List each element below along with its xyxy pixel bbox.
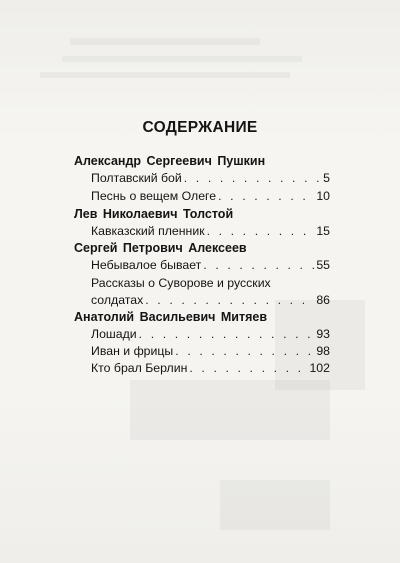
leader-dots <box>189 361 307 375</box>
author-heading: Александр Сергеевич Пушкин <box>74 154 266 168</box>
entry-title: Небывалое бывает <box>91 258 202 272</box>
show-through-mark <box>220 480 330 530</box>
entry-title: Полтавский бой <box>91 171 182 185</box>
toc-entry[interactable] <box>91 344 330 358</box>
toc-entry[interactable] <box>91 258 330 272</box>
entry-title: Иван и фрицы <box>91 344 174 358</box>
entry-page: 93 <box>316 327 330 341</box>
leader-dots <box>218 189 314 203</box>
show-through-mark <box>70 38 260 45</box>
toc-entry[interactable] <box>91 171 330 185</box>
toc-entry[interactable] <box>91 189 330 203</box>
entry-page: 55 <box>316 258 330 272</box>
leader-dots <box>175 344 314 358</box>
entry-title-line[interactable]: Рассказы о Суворове и русских <box>91 276 271 290</box>
toc-entry[interactable] <box>91 224 330 238</box>
entry-page: 10 <box>316 189 330 203</box>
entry-title: Кто брал Берлин <box>91 361 188 375</box>
toc-entry[interactable] <box>91 293 330 307</box>
toc-entry[interactable] <box>91 361 330 375</box>
entry-page: 86 <box>316 293 330 307</box>
leader-dots <box>203 258 314 272</box>
leader-dots <box>207 224 315 238</box>
entry-title: солдатах <box>91 293 144 307</box>
entry-title: Кавказский пленник <box>91 224 205 238</box>
author-heading: Лев Николаевич Толстой <box>74 207 234 221</box>
author-heading: Анатолий Васильевич Митяев <box>74 310 268 324</box>
leader-dots <box>184 171 321 185</box>
entry-page: 15 <box>316 224 330 238</box>
toc-entry[interactable] <box>91 327 330 341</box>
entry-page: 98 <box>316 344 330 358</box>
author-heading: Сергей Петрович Алексеев <box>74 241 247 255</box>
show-through-mark <box>62 56 302 62</box>
entry-page: 102 <box>309 361 330 375</box>
leader-dots <box>139 327 315 341</box>
entry-title: Лошади <box>91 327 137 341</box>
entry-title: Песнь о вещем Олеге <box>91 189 217 203</box>
show-through-mark <box>40 72 290 78</box>
entry-page: 5 <box>323 171 330 185</box>
leader-dots <box>145 293 314 307</box>
show-through-mark <box>130 380 330 440</box>
page-title: СОДЕРЖАНИЕ <box>142 119 258 136</box>
